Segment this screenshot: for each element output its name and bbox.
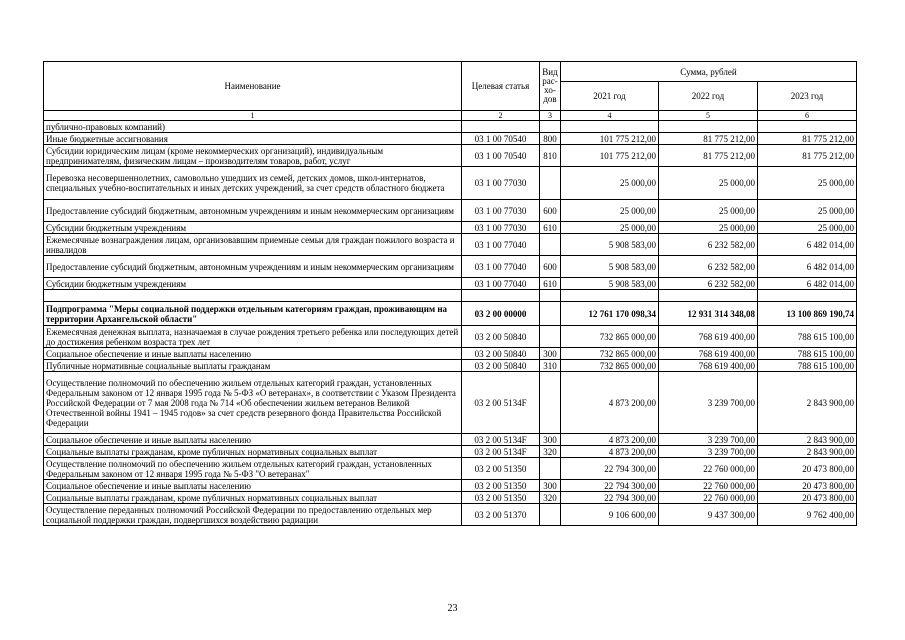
row-target-cell: 03 2 00 50840 [462,348,540,360]
table-row [44,200,857,222]
row-sum-2021-cell: 732 865 000,00 [561,348,659,360]
row-sum-2023-cell: 20 473 800,00 [758,492,857,504]
row-sum-2023-cell: 2 843 900,00 [758,434,857,446]
table-row [44,434,857,446]
row-sum-2021-cell: 101 775 212,00 [561,133,659,145]
column-index: 6 [758,111,857,121]
row-sum-2023-cell [758,290,857,302]
row-sum-2022-cell: 768 619 400,00 [659,360,758,372]
row-sum-2022-cell [659,121,758,133]
row-target-cell: 03 2 00 50840 [462,360,540,372]
row-name-cell: Социальное обеспечение и иные выплаты населению [44,434,462,446]
table-row [44,348,857,360]
row-sum-2022-cell: 81 775 212,00 [659,133,758,145]
header-year-2021: 2021 год [561,82,659,111]
row-sum-2021-cell: 22 794 300,00 [561,492,659,504]
table-row [44,167,857,200]
table-row [44,492,857,504]
row-target-cell: 03 1 00 77040 [462,234,540,256]
table-row [44,480,857,492]
row-sum-2022-cell: 22 760 000,00 [659,492,758,504]
row-expense-type-cell [540,372,561,434]
row-target-cell: 03 1 00 70540 [462,145,540,167]
row-expense-type-cell: 300 [540,348,561,360]
row-expense-type-cell: 800 [540,133,561,145]
table-row [44,234,857,256]
row-sum-2022-cell: 3 239 700,00 [659,446,758,458]
row-name-cell [44,290,462,302]
table-row [44,121,857,133]
row-sum-2022-cell: 22 760 000,00 [659,458,758,480]
header-target-article: Целевая статья [462,62,540,111]
row-sum-2021-cell: 5 908 583,00 [561,234,659,256]
row-sum-2021-cell [561,290,659,302]
row-target-cell: 03 2 00 5134F [462,446,540,458]
table-row [44,504,857,526]
row-name-cell: Социальные выплаты гражданам, кроме публичных нормативных социальных выплат [44,492,462,504]
row-name-cell: Субсидии бюджетным учреждениям [44,278,462,290]
row-sum-2022-cell: 22 760 000,00 [659,480,758,492]
row-sum-2023-cell: 25 000,00 [758,167,857,200]
row-sum-2022-cell: 9 437 300,00 [659,504,758,526]
header-name: Наименование [44,62,462,111]
row-target-cell: 03 2 00 51370 [462,504,540,526]
row-name-cell: Ежемесячные вознаграждения лицам, организовавшим приемные семьи для граждан пожилого возраста и инвалидов [44,234,462,256]
row-expense-type-cell: 610 [540,278,561,290]
header-year-2022: 2022 год [659,82,758,111]
row-name-cell: Ежемесячная денежная выплата, назначаемая в случае рождения третьего ребенка или последующих детей до достижения ребенком возраста трех лет [44,326,462,348]
row-target-cell: 03 1 00 70540 [462,133,540,145]
row-sum-2022-cell: 25 000,00 [659,167,758,200]
row-target-cell: 03 2 00 51350 [462,492,540,504]
row-name-cell: Предоставление субсидий бюджетным, автономным учреждениям и иным некоммерческим организациям [44,200,462,222]
row-sum-2022-cell [659,290,758,302]
row-expense-type-cell: 310 [540,360,561,372]
row-sum-2021-cell: 4 873 200,00 [561,434,659,446]
row-sum-2023-cell: 2 843 900,00 [758,446,857,458]
row-expense-type-cell [540,302,561,326]
row-expense-type-cell [540,504,561,526]
row-expense-type-cell [540,458,561,480]
row-target-cell: 03 2 00 51350 [462,480,540,492]
row-expense-type-cell [540,234,561,256]
row-target-cell: 03 2 00 51350 [462,458,540,480]
row-name-cell: Публичные нормативные социальные выплаты гражданам [44,360,462,372]
header-sum: Сумма, рублей [561,62,857,82]
row-name-cell: Осуществление полномочий по обеспечению жильем отдельных категорий граждан, установленных Федеральным законом от 12 января 1995 года № 5-ФЗ "О ветеранах" [44,458,462,480]
row-sum-2021-cell: 25 000,00 [561,167,659,200]
table-row [44,302,857,326]
row-sum-2021-cell: 5 908 583,00 [561,278,659,290]
row-sum-2023-cell: 788 615 100,00 [758,360,857,372]
row-sum-2023-cell: 13 100 869 190,74 [758,302,857,326]
column-index: 4 [561,111,659,121]
row-sum-2022-cell: 12 931 314 348,08 [659,302,758,326]
row-target-cell: 03 1 00 77030 [462,222,540,234]
row-sum-2021-cell: 22 794 300,00 [561,458,659,480]
table-body [44,121,857,526]
row-sum-2023-cell: 25 000,00 [758,200,857,222]
row-target-cell: 03 2 00 5134F [462,434,540,446]
row-sum-2023-cell: 9 762 400,00 [758,504,857,526]
row-sum-2023-cell: 2 843 900,00 [758,372,857,434]
row-target-cell: 03 2 00 00000 [462,302,540,326]
row-sum-2022-cell: 6 232 582,00 [659,234,758,256]
row-sum-2022-cell: 25 000,00 [659,222,758,234]
column-index: 3 [540,111,561,121]
row-sum-2022-cell: 768 619 400,00 [659,326,758,348]
row-sum-2021-cell [561,121,659,133]
row-target-cell [462,121,540,133]
row-name-cell: публично-правовых компаний) [44,121,462,133]
header-year-2023: 2023 год [758,82,857,111]
table-row [44,458,857,480]
row-expense-type-cell: 300 [540,434,561,446]
row-name-cell: Перевозка несовершеннолетних, самовольно ушедших из семей, детских домов, школ-интернатов, специальных учебно-воспитательных и иных детских учреждений, за счет средств областного бюджета [44,167,462,200]
row-name-cell: Осуществление переданных полномочий Российской Федерации по предоставлению отдельных мер социальной поддержки граждан, подвергшихся воздействию радиации [44,504,462,526]
row-sum-2021-cell: 4 873 200,00 [561,372,659,434]
table-row [44,145,857,167]
column-index: 2 [462,111,540,121]
header-expense-type: Вид рас-хо-дов [540,62,561,111]
row-sum-2022-cell: 3 239 700,00 [659,434,758,446]
row-name-cell: Социальные выплаты гражданам, кроме публичных нормативных социальных выплат [44,446,462,458]
row-sum-2023-cell: 25 000,00 [758,222,857,234]
row-sum-2023-cell: 81 775 212,00 [758,133,857,145]
row-sum-2021-cell: 732 865 000,00 [561,326,659,348]
table-row [44,360,857,372]
row-sum-2022-cell: 768 619 400,00 [659,348,758,360]
table-row [44,372,857,434]
row-sum-2021-cell: 4 873 200,00 [561,446,659,458]
row-expense-type-cell: 320 [540,492,561,504]
row-sum-2023-cell: 6 482 014,00 [758,256,857,278]
row-name-cell: Социальное обеспечение и иные выплаты населению [44,348,462,360]
row-target-cell: 03 2 00 50840 [462,326,540,348]
row-sum-2023-cell: 788 615 100,00 [758,326,857,348]
table-row [44,222,857,234]
row-sum-2022-cell: 6 232 582,00 [659,278,758,290]
row-target-cell [462,290,540,302]
row-target-cell: 03 1 00 77030 [462,200,540,222]
row-expense-type-cell: 600 [540,256,561,278]
row-sum-2021-cell: 25 000,00 [561,200,659,222]
row-expense-type-cell: 610 [540,222,561,234]
table-row [44,326,857,348]
row-sum-2023-cell: 6 482 014,00 [758,278,857,290]
row-sum-2023-cell: 20 473 800,00 [758,458,857,480]
row-sum-2021-cell: 25 000,00 [561,222,659,234]
row-sum-2021-cell: 9 106 600,00 [561,504,659,526]
row-name-cell: Субсидии бюджетным учреждениям [44,222,462,234]
table-row [44,290,857,302]
row-name-cell: Субсидии юридическим лицам (кроме некоммерческих организаций), индивидуальным предпринимателям, физическим лицам – производителям товаров, работ, услуг [44,145,462,167]
row-sum-2021-cell: 12 761 170 098,34 [561,302,659,326]
row-sum-2022-cell: 6 232 582,00 [659,256,758,278]
table-row [44,446,857,458]
table-row [44,133,857,145]
row-target-cell: 03 1 00 77040 [462,278,540,290]
row-sum-2023-cell: 20 473 800,00 [758,480,857,492]
row-sum-2022-cell: 25 000,00 [659,200,758,222]
row-name-cell: Предоставление субсидий бюджетным, автономным учреждениям и иным некоммерческим организациям [44,256,462,278]
row-name-cell: Иные бюджетные ассигнования [44,133,462,145]
row-expense-type-cell [540,121,561,133]
row-target-cell: 03 1 00 77030 [462,167,540,200]
table-row [44,256,857,278]
row-expense-type-cell: 600 [540,200,561,222]
table-row [44,278,857,290]
row-sum-2021-cell: 101 775 212,00 [561,145,659,167]
row-sum-2023-cell: 81 775 212,00 [758,145,857,167]
column-index: 5 [659,111,758,121]
row-sum-2021-cell: 732 865 000,00 [561,360,659,372]
row-sum-2023-cell [758,121,857,133]
row-target-cell: 03 2 00 5134F [462,372,540,434]
row-expense-type-cell [540,326,561,348]
row-expense-type-cell [540,290,561,302]
row-expense-type-cell: 810 [540,145,561,167]
row-sum-2021-cell: 5 908 583,00 [561,256,659,278]
row-expense-type-cell: 300 [540,480,561,492]
page-number: 23 [447,603,458,614]
column-index: 1 [44,111,462,121]
row-sum-2022-cell: 81 775 212,00 [659,145,758,167]
row-sum-2023-cell: 6 482 014,00 [758,234,857,256]
row-name-cell: Осуществление полномочий по обеспечению жильем отдельных категорий граждан, установленных Федеральным законом от 12 января 1995 года № 5-ФЗ «О ветеранах», в соответствии с Указом Президента Российской Федерации от 7 мая 2008 года № 714 «Об обеспечении жильем ветеранов Великой Отечественной войны 1941 – 1945 годов» за счет средств резервного фонда Правительства Российской Федерации [44,372,462,434]
row-sum-2021-cell: 22 794 300,00 [561,480,659,492]
row-expense-type-cell [540,167,561,200]
row-target-cell: 03 1 00 77040 [462,256,540,278]
row-sum-2023-cell: 788 615 100,00 [758,348,857,360]
budget-table [43,61,857,526]
row-name-cell: Подпрограмма "Меры социальной поддержки отдельным категориям граждан, проживающим на территории Архангельской области" [44,302,462,326]
row-name-cell: Социальное обеспечение и иные выплаты населению [44,480,462,492]
row-expense-type-cell: 320 [540,446,561,458]
row-sum-2022-cell: 3 239 700,00 [659,372,758,434]
